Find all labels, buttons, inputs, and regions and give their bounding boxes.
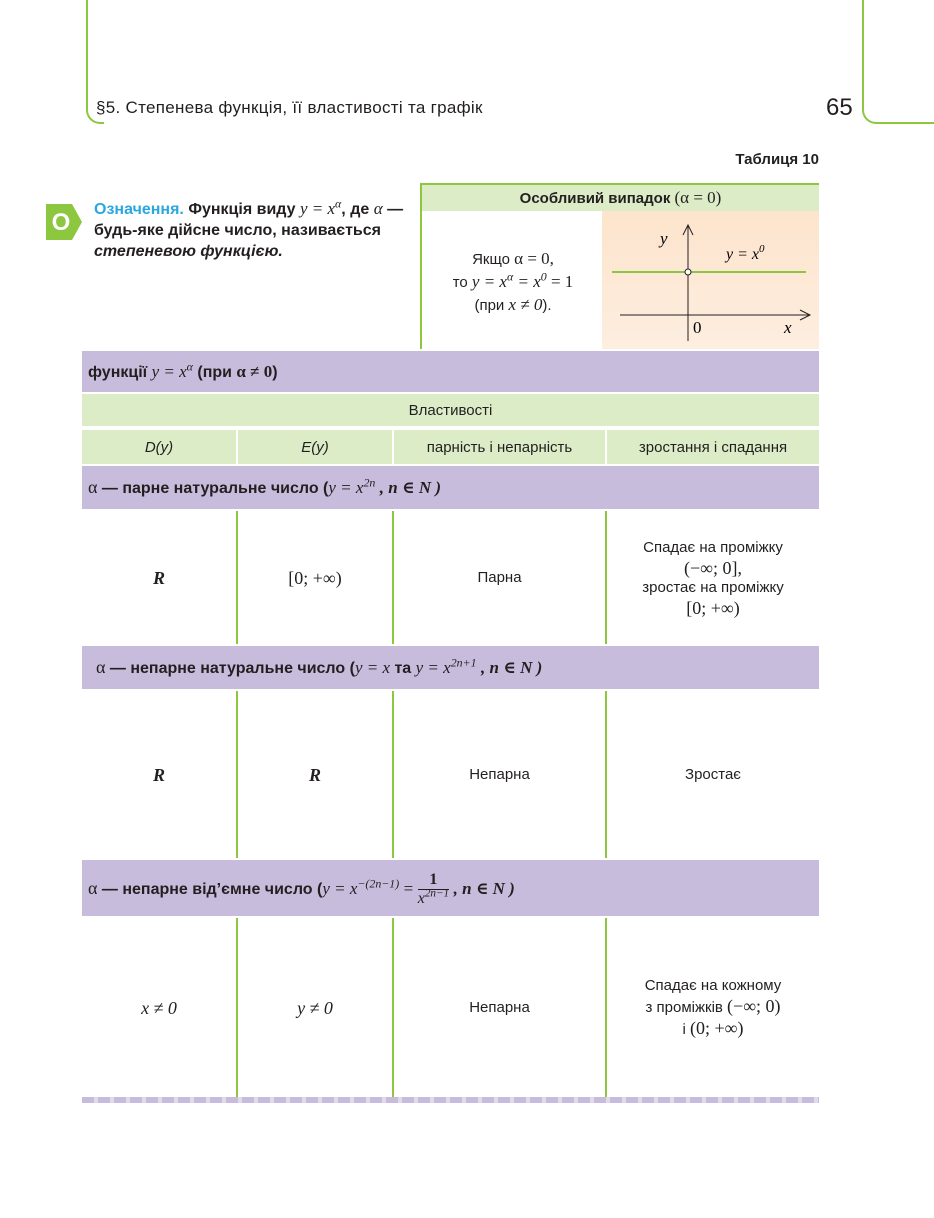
case-negative-domain: x ≠ 0 [141, 997, 177, 1018]
x-axis-label: x [784, 318, 792, 337]
case-even-parity: Парна [477, 568, 522, 586]
definition-badge-letter: О [51, 209, 71, 236]
origin-label: 0 [693, 318, 702, 337]
table-label: Таблиця 10 [735, 151, 819, 168]
hollow-point [685, 269, 691, 275]
case-negative-parity: Непарна [469, 998, 530, 1016]
case-band-even: α — парне натуральне число ($y = x^{2n}$ , n ∈ N ) [82, 466, 819, 509]
definition-title: Означення. [94, 201, 184, 218]
graph-svg [602, 211, 819, 349]
special-case-header: Особливий випадок (α = 0) [422, 183, 819, 211]
y-axis-label: y [660, 229, 668, 248]
table-bottom-rule [82, 1097, 819, 1103]
case-even-domain: R [152, 567, 165, 588]
definition-badge-icon [46, 204, 82, 240]
special-case-graph [602, 211, 819, 349]
col-header-monotonicity: зростання і спадання [607, 430, 819, 464]
case-odd-range: R [308, 764, 321, 785]
function-band: функції $y = x^\alpha$ (при α ≠ 0) [82, 351, 819, 392]
col-header-parity: парність і непарність [394, 430, 605, 464]
running-title: §5. Степенева функція, її властивості та графік [96, 98, 483, 117]
case-negative-range: y ≠ 0 [297, 997, 333, 1018]
special-case-text: Якщо α = 0, то $y = x^\alpha = x^0 = 1$ (при x ≠ 0). [452, 249, 574, 314]
fraction: $\frac{1}{x^{2n-1}}$ [417, 871, 450, 908]
case-odd-monotonicity: Зростає [685, 765, 741, 783]
case-odd-parity: Непарна [469, 765, 530, 783]
function-label: $y = x^0$ [726, 243, 765, 263]
col-header-domain: D(y) [82, 430, 236, 464]
header-frame-right [862, 0, 934, 124]
definition-text: Означення. Функція виду $y = x^\alpha$, де α — будь-яке дійсне число, називається степеневою функцією. [94, 196, 404, 260]
case-band-odd: α — непарне натуральне число (y = x та $y = x^{2n+1}$ , n ∈ N ) [82, 646, 819, 689]
case-odd-domain: R [152, 764, 165, 785]
case-even-monotonicity: Спадає на проміжку (−∞; 0], зростає на проміжку [0; +∞) [642, 538, 784, 618]
case-even-range: [0; +∞) [288, 567, 342, 588]
page-number: 65 [826, 94, 853, 121]
case-negative-monotonicity: Спадає на кожному з проміжків (−∞; 0) і (0; +∞) [644, 976, 782, 1038]
case-band-negative: α — непарне від’ємне число ($y = x^{-(2n-1)}$ = $\frac{1}{x^{2n-1}}$ , n ∈ N ) [82, 860, 819, 916]
definition-term: степеневою функцією. [94, 243, 283, 260]
properties-header: Властивості [82, 394, 819, 428]
col-header-range: E(y) [238, 430, 392, 464]
